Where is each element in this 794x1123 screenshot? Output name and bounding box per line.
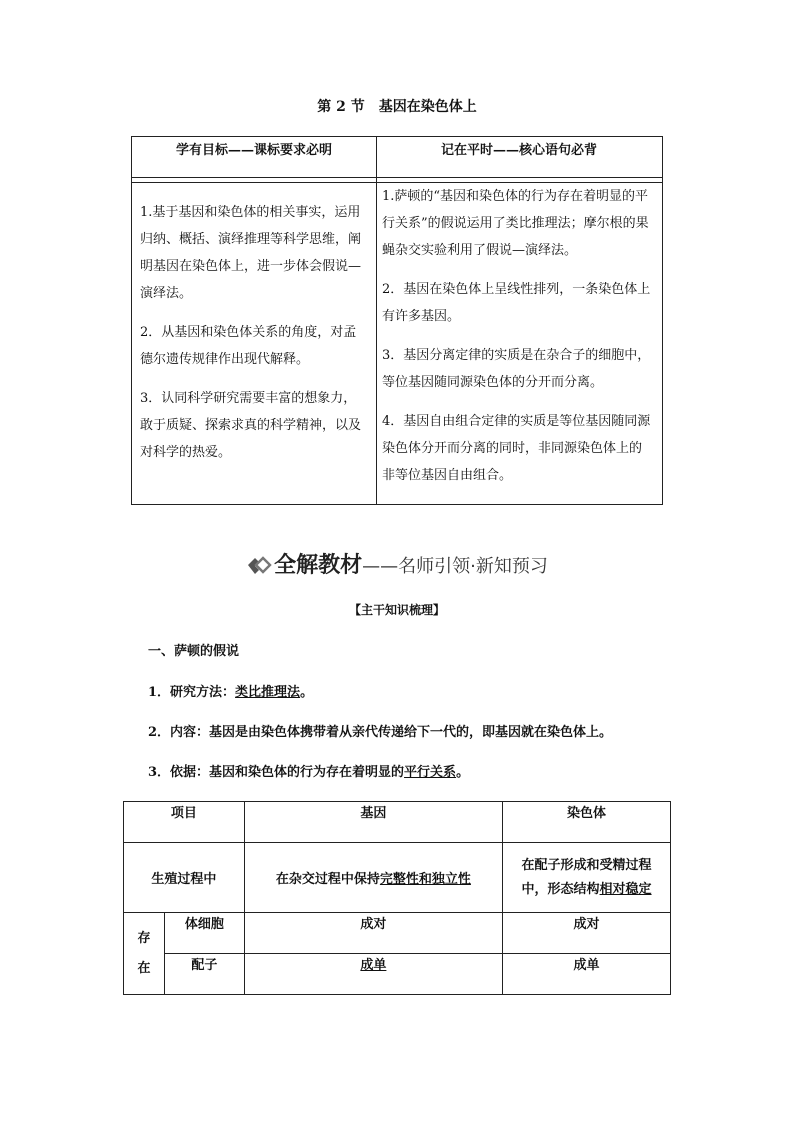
point-answer: 平行关系 [404,765,457,780]
row-reproduction-label: 生殖过程中 [124,843,245,913]
goals-left-column [132,137,377,504]
goals-left-body [132,182,376,504]
key-sentence: 4．基因自由组合定律的实质是等位基因随同源染色体分开而分离的同时，非同源染色体上的非等位基因自由组合。 [382,414,651,483]
point-text: 3．依据：基因和染色体的行为存在着明显的 [148,765,405,780]
row-gamete-chromosome: 成单 [503,954,671,995]
point-text: 1．研究方法： [148,685,236,700]
row-gamete-gene [244,954,502,995]
cell-text: 在配子形成和受精过程 [521,857,652,873]
cell-text: 在 [137,960,151,976]
header-item: 项目 [124,802,245,843]
row-somatic-label: 体细胞 [164,913,244,954]
goals-table [131,136,663,505]
point-answer: 类比推理法 [235,685,301,700]
key-sentence: 2．基因在染色体上呈线性排列，一条染色体上有许多基因。 [382,282,651,324]
header-gene: 基因 [244,802,502,843]
banner-sub: ——名师引领·新知预习 [362,556,548,577]
page-title: 第 2 节 基因在染色体上 [317,99,477,115]
section-banner [0,548,794,579]
point-suffix: 。 [456,765,470,780]
point-method [148,681,313,700]
point-content [148,721,612,740]
exist-label [124,913,165,995]
row-reproduction-gene [244,843,502,913]
key-sentence: 3．基因分离定律的实质是在杂合子的细胞中，等位基因随同源染色体的分开而分离。 [382,348,651,390]
row-somatic-chromosome: 成对 [503,913,671,954]
subheading: 【主干知识梳理】 [348,603,445,617]
goal-item: 1.基于基因和染色体的相关事实，运用归纳、概括、演绎推理等科学思维，阐明基因在染色体上，进一步体会假说—演绎法。 [140,205,362,301]
cell-answer: 完整性和独立性 [379,872,471,887]
goals-right-body [376,182,662,504]
header-chromosome: 染色体 [503,802,671,843]
key-sentence: 1.萨顿的“基因和染色体的行为存在着明显的平行关系”的假说运用了类比推理法；摩尔根的果蝇杂交实验利用了假说—演绎法。 [382,189,649,258]
cell-text: 存 [137,930,151,946]
book-logo-icon [246,556,272,574]
goal-item: 3．认同科学研究需要丰富的想象力，敢于质疑、探索求真的科学精神，以及对科学的热爱。 [140,391,362,460]
goal-item: 2．从基因和染色体关系的角度，对孟德尔遗传规律作出现代解释。 [140,325,357,367]
gene-chromosome-table [123,801,671,995]
goals-right-column [376,137,662,504]
point-suffix: 。 [300,685,314,700]
cell-answer: 相对稳定 [599,881,652,897]
row-gamete-label: 配子 [164,954,244,995]
goals-left-header: 学有目标——课标要求必明 [132,137,376,178]
row-reproduction-chromosome [503,843,671,913]
point-text: 2．内容：基因是由染色体携带着从亲代传递给下一代的，即基因就在染色体上。 [148,725,613,740]
cell-text: 中，形态结构 [521,881,600,897]
goals-right-header: 记在平时——核心语句必背 [376,137,662,178]
section-heading: 一、萨顿的假说 [148,644,240,659]
cell-answer: 成单 [360,958,387,973]
cell-text: 在杂交过程中保持 [275,872,380,887]
point-basis [148,761,469,780]
row-somatic-gene: 成对 [244,913,502,954]
banner-main: 全解教材 [274,553,363,578]
